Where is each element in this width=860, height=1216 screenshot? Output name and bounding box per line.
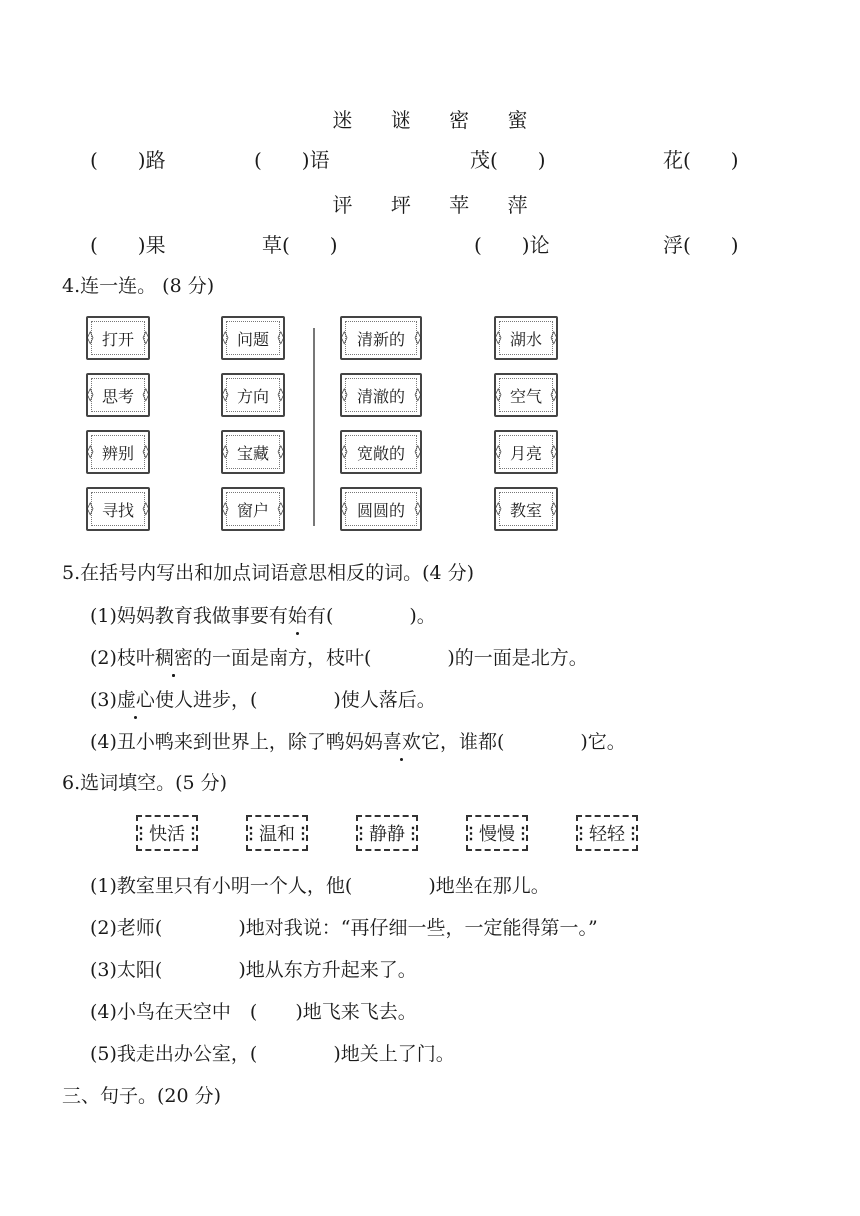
match-card-adjective[interactable]: ◊ 宽敞的 ◊ [340, 430, 422, 474]
item-text: 有( )。 [306, 605, 436, 627]
dotted-word [155, 645, 193, 671]
fill-blank[interactable]: 浮( ) [663, 233, 739, 257]
match-card-verb[interactable]: ◊ 辨别 ◊ [86, 430, 150, 474]
fill-blank[interactable]: ( )语 [254, 148, 330, 172]
word-option[interactable]: ⋮ 慢慢 ⋮ [466, 815, 528, 851]
match-card-noun[interactable]: ◊ 宝藏 ◊ [221, 430, 285, 474]
item-text: 使人进步，( )使人落后。 [154, 689, 436, 711]
question-5-title: 5.在括号内写出和加点词语意思相反的词。(4 分) [62, 562, 475, 584]
match-card-verb[interactable]: ◊ 寻找 ◊ [86, 487, 150, 531]
question-6-item[interactable]: (1)教室里只有小明一个人，他( )地坐在那儿。 [90, 875, 550, 897]
char: 谜 [390, 108, 411, 132]
dotted-word: 始 [287, 605, 307, 627]
char-group-1 [0, 104, 860, 133]
item-text: (1)妈妈教育我做事要有 [90, 605, 288, 627]
fill-blank[interactable]: 茂( ) [470, 148, 546, 172]
char: 蜜 [507, 108, 528, 132]
word-option[interactable]: ⋮ 快活 ⋮ [136, 815, 198, 851]
match-card-verb[interactable]: ◊ 打开 ◊ [86, 316, 150, 360]
question-5-item[interactable] [90, 603, 436, 629]
match-card-object[interactable]: ◊ 空气 ◊ [494, 373, 558, 417]
dotted-word: 喜欢 [382, 731, 421, 753]
word-option[interactable]: ⋮ 轻轻 ⋮ [576, 815, 638, 851]
dotted-word: 虚心 [116, 689, 155, 711]
question-4-title: 4.连一连。 (8 分) [62, 275, 215, 297]
char: 评 [332, 193, 353, 217]
divider-line [313, 328, 315, 526]
match-card-object[interactable]: ◊ 教室 ◊ [494, 487, 558, 531]
question-5-item[interactable] [90, 687, 436, 713]
match-card-adjective[interactable]: ◊ 清新的 ◊ [340, 316, 422, 360]
match-card-noun[interactable]: ◊ 问题 ◊ [221, 316, 285, 360]
item-text: (2)枝叶 [90, 647, 155, 669]
fill-blank[interactable]: ( )果 [90, 233, 166, 257]
match-card-verb[interactable]: ◊ 思考 ◊ [86, 373, 150, 417]
char-group-2 [0, 189, 860, 218]
fill-blank[interactable]: 花( ) [663, 148, 739, 172]
char: 坪 [390, 193, 411, 217]
item-text: 它，谁都( )它。 [420, 731, 626, 753]
match-card-noun[interactable]: ◊ 窗户 ◊ [221, 487, 285, 531]
item-text: (4)丑小鸭来到世界上，除了鸭妈妈 [90, 731, 383, 753]
item-text: (3) [90, 689, 117, 711]
question-6-item[interactable]: (3)太阳( )地从东方升起来了。 [90, 959, 417, 981]
question-6-item[interactable]: (4)小鸟在天空中 ( )地飞来飞去。 [90, 1001, 417, 1023]
item-text: 的一面是南方，枝叶( )的一面是北方。 [192, 647, 588, 669]
char: 萍 [507, 193, 528, 217]
word-option[interactable]: ⋮ 静静 ⋮ [356, 815, 418, 851]
dotted-word-text: 稠密 [154, 647, 193, 669]
fill-blank[interactable]: 草( ) [262, 233, 338, 257]
question-5-item[interactable] [90, 729, 626, 755]
question-6-item[interactable]: (5)我走出办公室，( )地关上了门。 [90, 1043, 455, 1065]
fill-blank[interactable]: ( )路 [90, 148, 166, 172]
match-card-noun[interactable]: ◊ 方向 ◊ [221, 373, 285, 417]
fill-blank[interactable]: ( )论 [474, 233, 550, 257]
match-card-adjective[interactable]: ◊ 圆圆的 ◊ [340, 487, 422, 531]
char: 苹 [449, 193, 470, 217]
section-title: 三、句子。(20 分) [62, 1085, 222, 1107]
question-6-item[interactable]: (2)老师( )地对我说：“再仔细一些，一定能得第一。” [90, 917, 598, 939]
match-card-object[interactable]: ◊ 湖水 ◊ [494, 316, 558, 360]
char: 密 [449, 108, 470, 132]
match-card-adjective[interactable]: ◊ 清澈的 ◊ [340, 373, 422, 417]
word-option[interactable]: ⋮ 温和 ⋮ [246, 815, 308, 851]
question-6-title: 6.选词填空。(5 分) [62, 772, 228, 794]
match-card-object[interactable]: ◊ 月亮 ◊ [494, 430, 558, 474]
question-5-item[interactable] [90, 645, 588, 671]
char: 迷 [332, 108, 353, 132]
